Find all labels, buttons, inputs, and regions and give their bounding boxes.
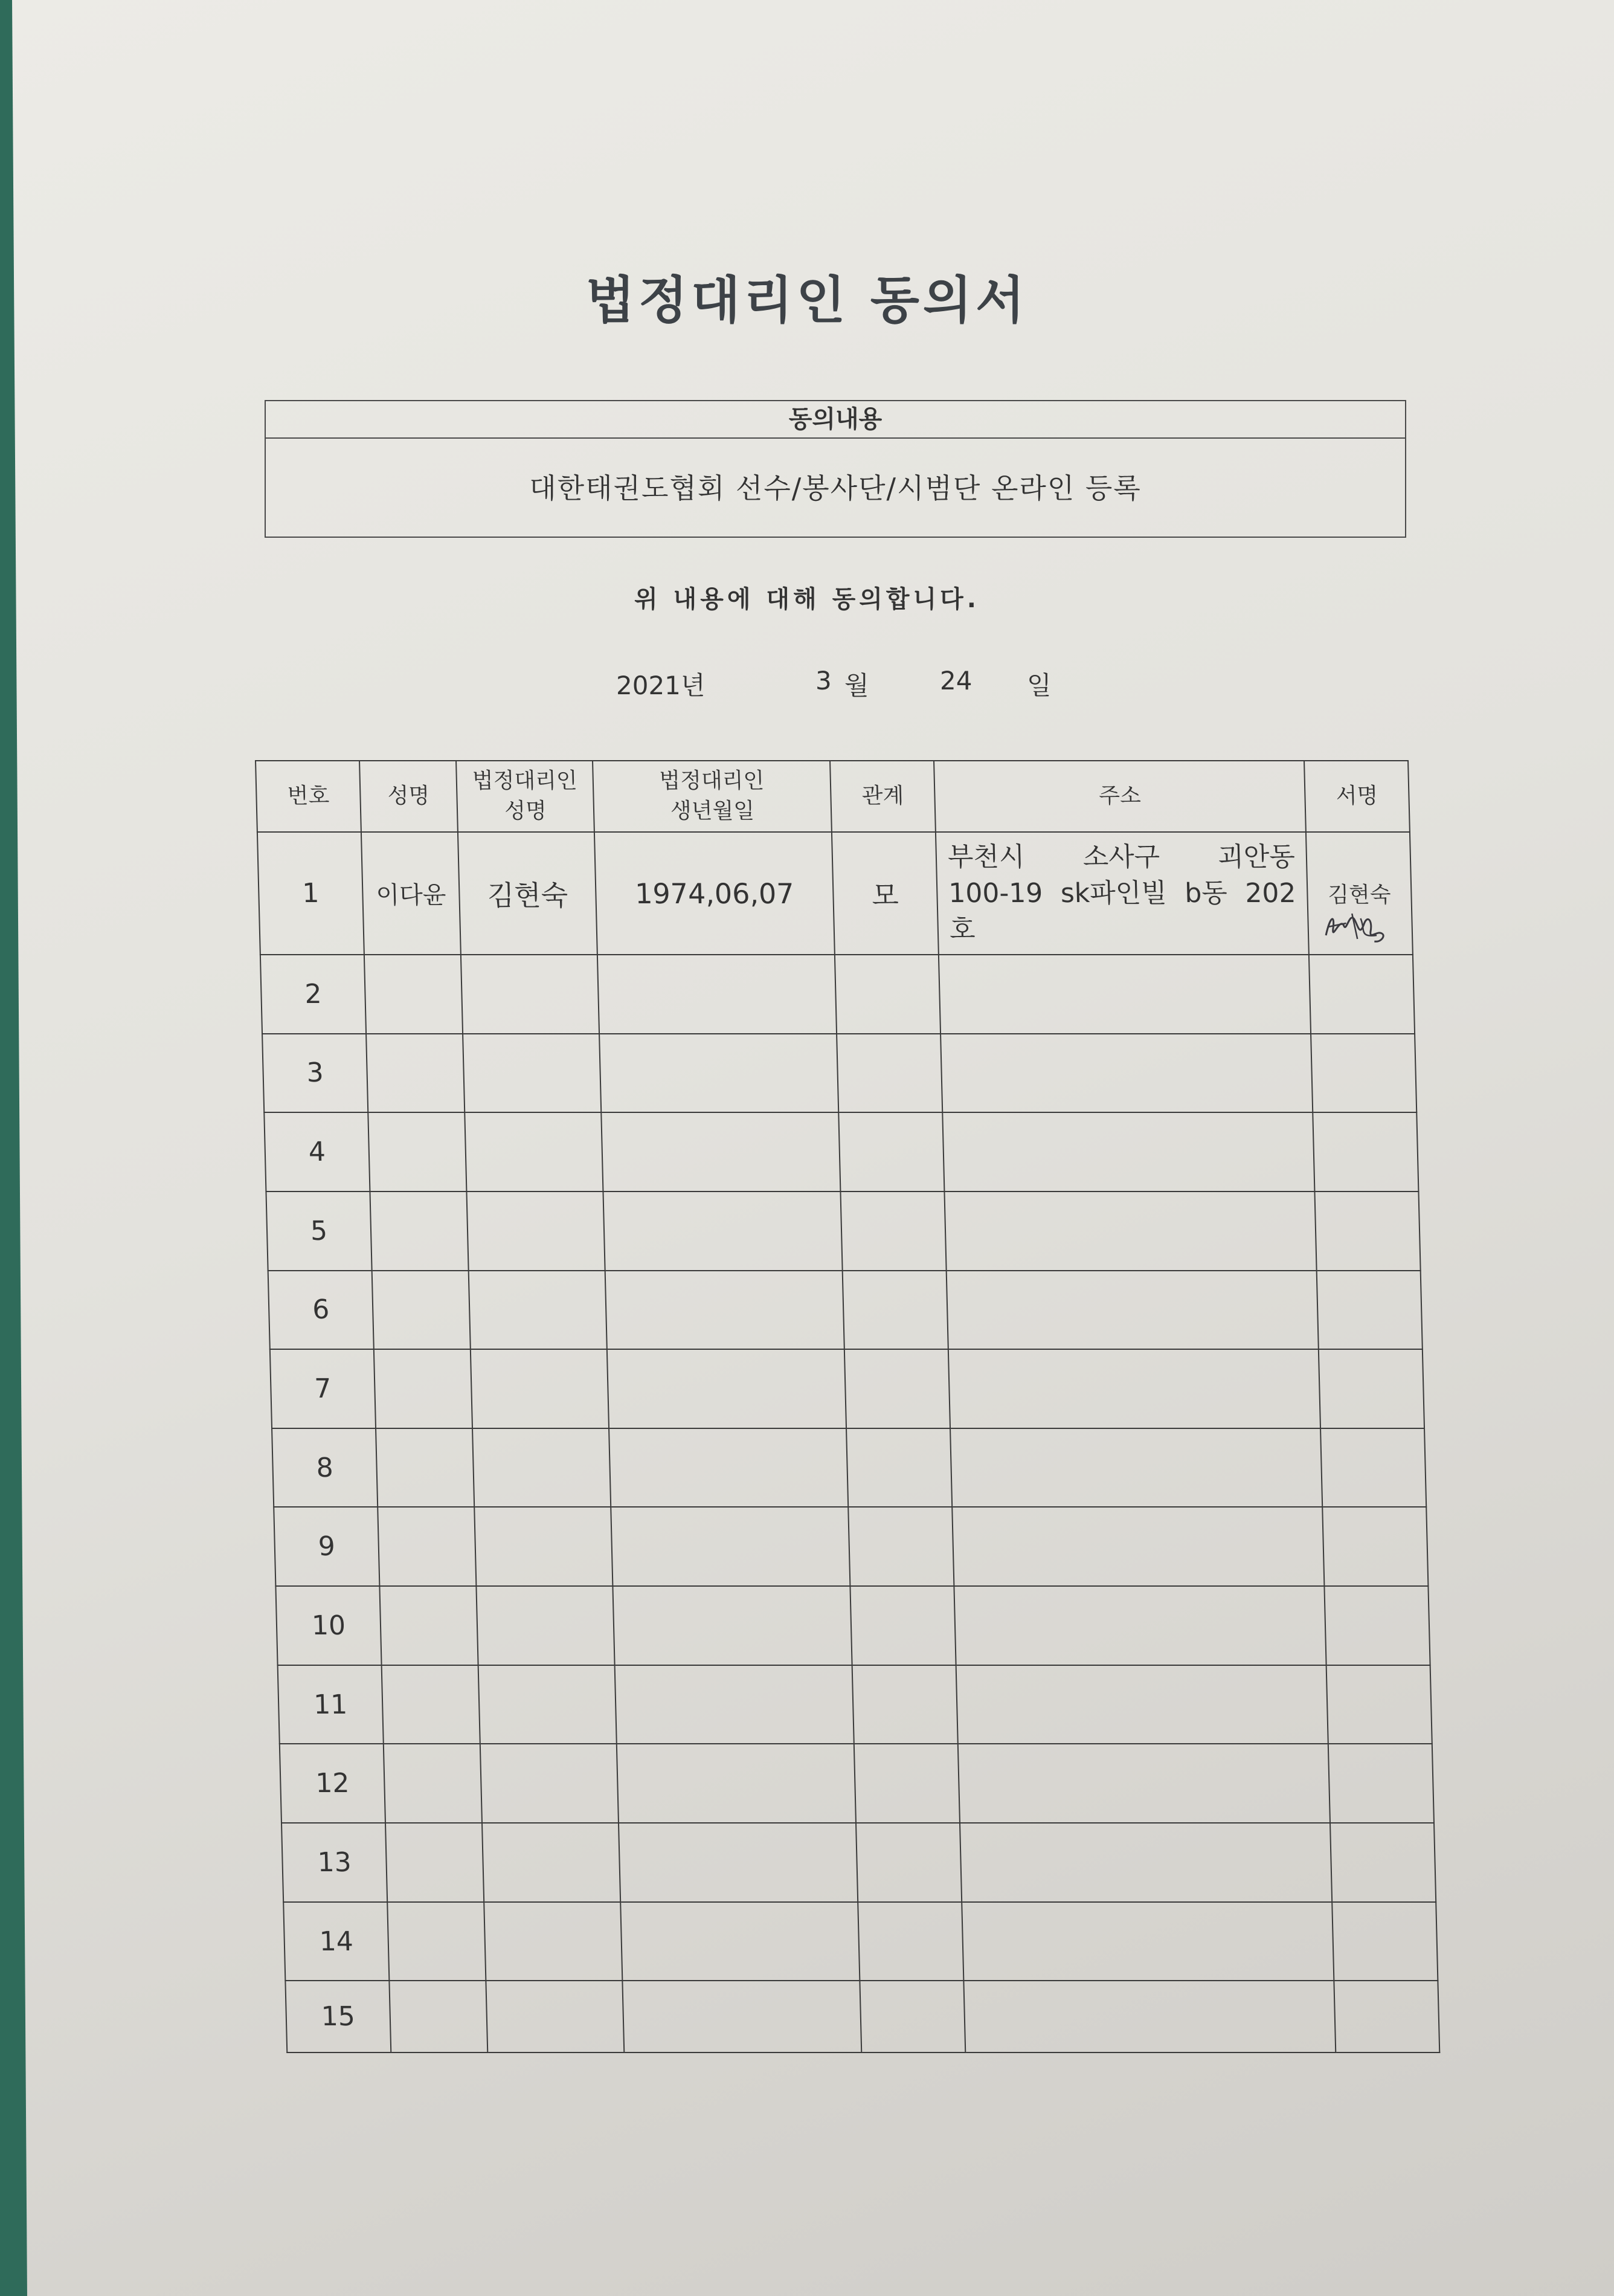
address-neighborhood: 괴안동 [1217, 841, 1296, 872]
table-row [275, 1586, 1430, 1665]
cell-no: 3 [262, 1034, 368, 1113]
cell-relation [850, 1586, 956, 1665]
table-row [268, 1271, 1423, 1350]
table-row [274, 1507, 1428, 1586]
cell-guardian-birth [611, 1507, 850, 1586]
cell-signature [1328, 1744, 1434, 1823]
cell-no: 7 [270, 1349, 376, 1428]
header-guardian-birth-line2: 생년월일 [670, 799, 755, 824]
cell-signature [1313, 1112, 1418, 1192]
cell-address [942, 1112, 1314, 1192]
cell-name [376, 1428, 474, 1508]
table-row [278, 1665, 1432, 1744]
cell-relation [835, 955, 940, 1034]
table-row [260, 955, 1415, 1034]
cell-signature [1332, 1902, 1438, 1981]
cell-address [940, 1034, 1313, 1113]
cell-name [370, 1192, 468, 1271]
cell-address [954, 1586, 1326, 1665]
cell-name [387, 1902, 486, 1981]
cell-signature [1306, 832, 1413, 955]
consent-box [265, 400, 1406, 538]
cell-no: 4 [264, 1112, 370, 1192]
cell-relation [854, 1744, 960, 1823]
cell-signature [1309, 955, 1415, 1034]
cell-guardian-name [461, 955, 599, 1034]
cell-guardian-name [472, 1428, 611, 1508]
cell-name [382, 1665, 480, 1744]
header-guardian-name-line1: 법정대리인 [472, 769, 578, 793]
cell-guardian-birth: 1974,06,07 [594, 832, 835, 955]
table-header-row [256, 761, 1410, 832]
header-guardian-name-line2: 성명 [504, 799, 547, 824]
address-district: 소사구 [1082, 841, 1160, 872]
cell-no: 2 [260, 955, 366, 1034]
address-lot: 100-19 [948, 877, 1043, 909]
cell-guardian-name [474, 1507, 612, 1586]
cell-name [366, 1034, 465, 1113]
cell-address [950, 1428, 1322, 1508]
cell-no: 6 [268, 1271, 374, 1350]
cell-relation [858, 1902, 963, 1981]
table-row [281, 1823, 1436, 1902]
cell-address [939, 955, 1311, 1034]
table-row [270, 1349, 1424, 1428]
cell-signature [1334, 1981, 1439, 2053]
signature-name: 김현숙 [1327, 883, 1392, 908]
guardian-roster-table [255, 760, 1440, 2053]
cell-no: 1 [257, 832, 364, 955]
cell-name [379, 1586, 478, 1665]
address-building: sk파인빌 [1060, 877, 1168, 909]
consent-content: 대한태권도협회 선수/봉사단/시범단 온라인 등록 [529, 472, 1142, 505]
cell-name [384, 1744, 482, 1823]
header-guardian-birth-line1: 법정대리인 [658, 769, 765, 793]
cell-name [378, 1507, 476, 1586]
cell-guardian-name [484, 1902, 622, 1981]
cell-guardian-birth [603, 1192, 842, 1271]
cell-guardian-birth [597, 955, 837, 1034]
cell-guardian-birth [615, 1665, 854, 1744]
date-year: 2021년 [616, 671, 706, 700]
cell-signature [1326, 1665, 1432, 1744]
table-row [262, 1034, 1416, 1113]
cell-name [389, 1981, 487, 2053]
cell-address [952, 1507, 1324, 1586]
cell-guardian-birth [619, 1823, 858, 1902]
cell-guardian-name [465, 1112, 603, 1192]
table-row [257, 832, 1413, 955]
table-row [272, 1428, 1426, 1508]
header-address: 주소 [934, 761, 1306, 832]
cell-address [962, 1902, 1334, 1981]
header-no: 번호 [256, 761, 361, 832]
cell-name [364, 955, 463, 1034]
cell-relation [860, 1981, 965, 2053]
cell-guardian-name [482, 1823, 620, 1902]
cell-no: 10 [275, 1586, 381, 1665]
cell-name [374, 1349, 472, 1428]
handwritten-signature-mark [1322, 905, 1389, 947]
cell-signature [1317, 1271, 1423, 1350]
cell-no: 5 [266, 1192, 371, 1271]
cell-no: 11 [278, 1665, 384, 1744]
cell-relation [852, 1665, 958, 1744]
cell-name [368, 1112, 466, 1192]
header-name: 성명 [359, 761, 458, 832]
header-relation: 관계 [830, 761, 936, 832]
cell-address [944, 1192, 1316, 1271]
cell-guardian-birth [601, 1112, 840, 1192]
cell-no: 13 [281, 1823, 387, 1902]
cell-relation [846, 1428, 952, 1508]
cell-signature [1320, 1428, 1426, 1508]
cell-relation [848, 1507, 954, 1586]
cell-guardian-name [471, 1349, 609, 1428]
cell-name [385, 1823, 484, 1902]
cell-signature [1322, 1507, 1428, 1586]
cell-no: 9 [274, 1507, 379, 1586]
cell-signature [1324, 1586, 1430, 1665]
cell-address [936, 832, 1309, 955]
cell-guardian-name [463, 1034, 601, 1113]
header-signature: 서명 [1304, 761, 1410, 832]
cell-signature [1330, 1823, 1436, 1902]
cell-signature [1319, 1349, 1424, 1428]
cell-no: 8 [272, 1428, 378, 1508]
address-line-2 [948, 876, 1296, 912]
date-month-value: 3 [815, 666, 832, 695]
cell-guardian-name [466, 1192, 605, 1271]
header-guardian-name [456, 761, 594, 832]
cell-guardian-birth [605, 1271, 844, 1350]
cell-relation: 모 [832, 832, 939, 955]
cell-address [963, 1981, 1336, 2053]
date-day-value: 24 [940, 666, 973, 695]
cell-signature [1314, 1192, 1420, 1271]
cell-name [372, 1271, 471, 1350]
address-block: b동 [1184, 877, 1228, 909]
header-guardian-birth [593, 761, 832, 832]
cell-guardian-name [476, 1586, 614, 1665]
table-row [264, 1112, 1418, 1192]
cell-relation [837, 1034, 942, 1113]
table-row [283, 1902, 1438, 1981]
cell-guardian-birth [622, 1981, 861, 2053]
cell-guardian-birth [620, 1902, 860, 1981]
cell-relation [838, 1112, 944, 1192]
agreement-statement: 위 내용에 대해 동의합니다. [634, 585, 980, 613]
cell-name: 이다윤 [361, 832, 461, 955]
cell-address [960, 1823, 1332, 1902]
cell-no: 15 [285, 1981, 391, 2053]
cell-guardian-name [469, 1271, 607, 1350]
address-line-3: 호 [949, 914, 976, 945]
cell-relation [840, 1192, 946, 1271]
cell-guardian-name: 김현숙 [458, 832, 597, 955]
cell-relation [856, 1823, 962, 1902]
date-month-unit: 월 [844, 671, 869, 700]
cell-guardian-birth [612, 1586, 852, 1665]
cell-guardian-birth [609, 1428, 848, 1508]
cell-guardian-name [486, 1981, 624, 2053]
cell-guardian-birth [607, 1349, 846, 1428]
consent-header: 동의내용 [266, 401, 1405, 439]
cell-guardian-name [480, 1744, 619, 1823]
cell-signature [1311, 1034, 1416, 1113]
cell-address [956, 1665, 1328, 1744]
table-row [285, 1981, 1439, 2053]
date-day-unit: 일 [1027, 671, 1052, 700]
document-title: 법정대리인 동의서 [585, 271, 1029, 330]
table-row [266, 1192, 1420, 1271]
address-line-1 [947, 839, 1295, 876]
cell-address [947, 1271, 1319, 1350]
cell-no: 14 [283, 1902, 389, 1981]
cell-relation [844, 1349, 950, 1428]
cell-guardian-name [478, 1665, 617, 1744]
address-unit: 202 [1244, 877, 1296, 909]
cell-guardian-birth [617, 1744, 856, 1823]
cell-address [958, 1744, 1330, 1823]
cell-guardian-birth [599, 1034, 838, 1113]
table-row [280, 1744, 1434, 1823]
cell-address [948, 1349, 1320, 1428]
cell-relation [843, 1271, 948, 1350]
address-city: 부천시 [947, 841, 1026, 872]
cell-no: 12 [280, 1744, 385, 1823]
